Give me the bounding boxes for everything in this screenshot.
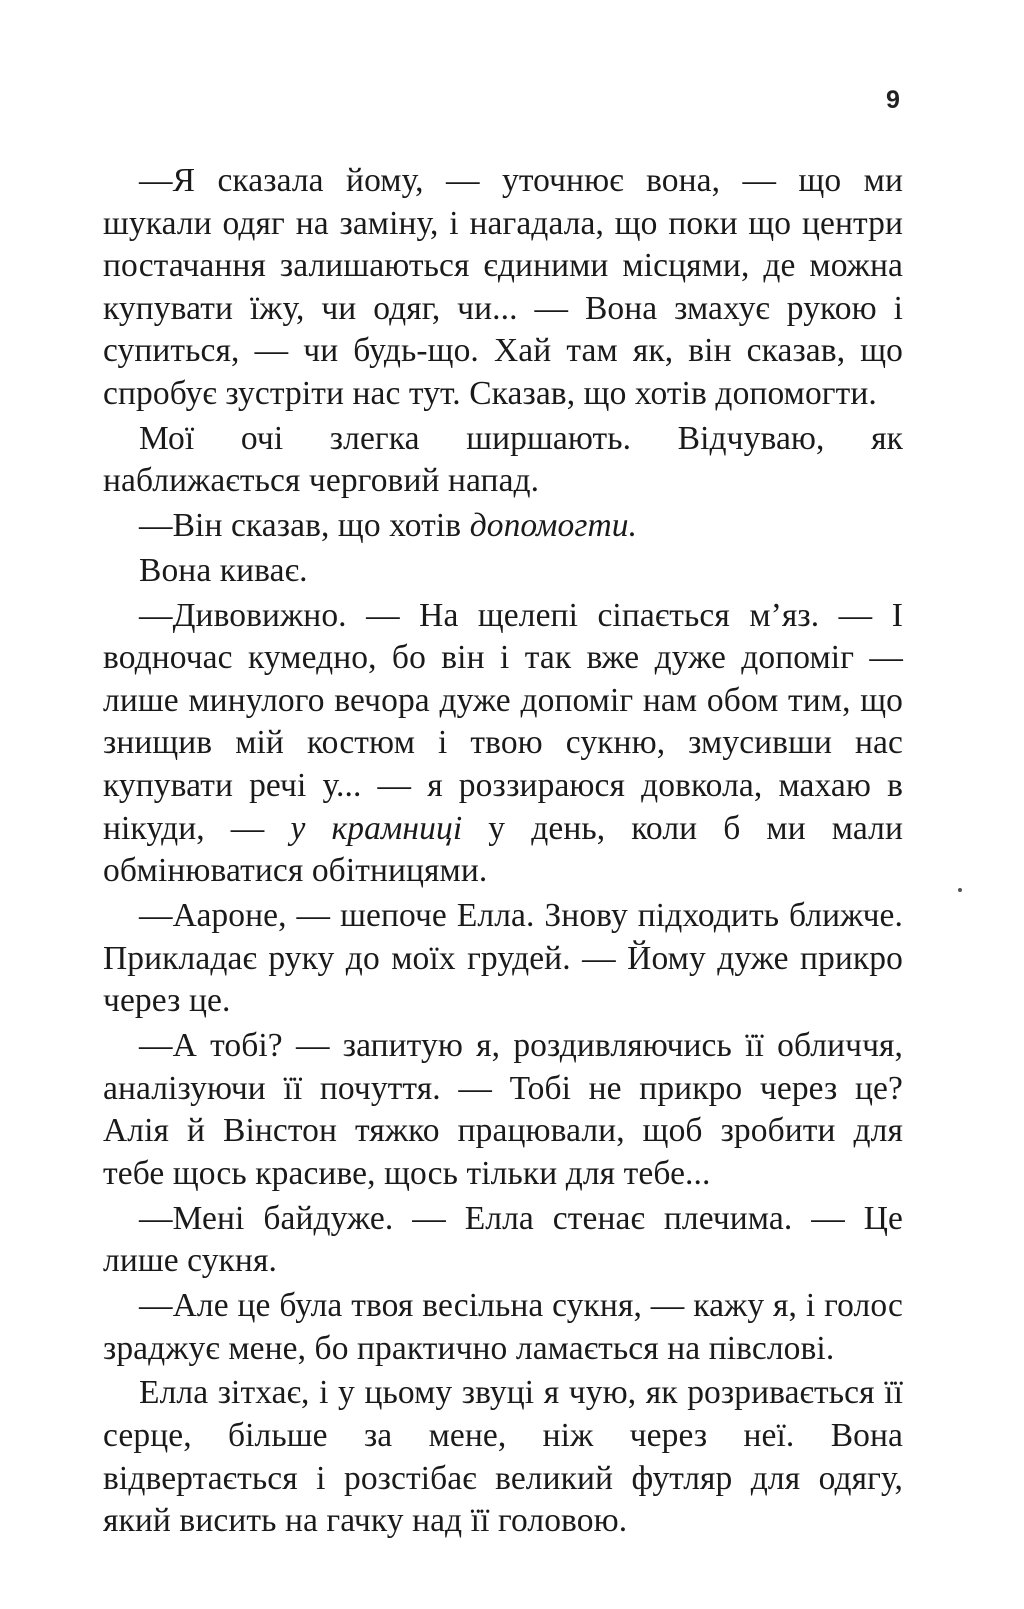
paragraph: [103, 505, 903, 548]
text-segment: —Я сказала йому, — уточнює вона, — що ми шукали одяг на заміну, і нагадала, що поки що центри постачання залишаються єдиними місцями, де можна купувати їжу, чи одяг, чи... — Вона змахує рукою і супиться, — чи будь-що. Хай там як, він сказав, що спробує зустріти нас тут. Сказав, що хотів допомогти.: [103, 162, 903, 412]
scan-speck: [958, 888, 962, 892]
text-segment: —Але це була твоя весільна сукня, — кажу я, і голос зраджує мене, бо практично ламається на півслові.: [103, 1286, 903, 1367]
text-segment: —Він сказав, що хотів: [139, 507, 470, 545]
text-segment: —Дивовижно. — На щелепі сіпається м’яз. — І водночас кумедно, бо він і так вже дуже допоміг — лише минулого вечора дуже допоміг нам обом тим, що знищив мій костюм і твою сукню, змусивши нас купувати речі у... — я роззираюся довкола, махаю в нікуди, —: [103, 596, 903, 847]
page-number: 9: [886, 86, 900, 114]
paragraph: [103, 1198, 903, 1283]
italic-text: допомогти.: [469, 507, 638, 545]
paragraph: [103, 595, 903, 893]
paragraph: [103, 1025, 903, 1195]
text-segment: —Мені байдуже. — Елла стенає плечима. — Це лише сукня.: [103, 1199, 903, 1280]
paragraph: [103, 160, 903, 416]
text-segment: у день, коли б ми мали обмінюватися обітницями.: [103, 809, 903, 890]
text-segment: Вона киває.: [139, 551, 308, 589]
paragraph: [103, 1285, 903, 1370]
text-segment: —Аароне, — шепоче Елла. Знову підходить ближче. Прикладає руку до моїх грудей. — Йому дуже прикро через це.: [103, 897, 903, 1020]
paragraph: [103, 418, 903, 503]
italic-text: у крамниці: [290, 809, 463, 847]
text-segment: Мої очі злегка ширшають. Відчуваю, як наближається черговий напад.: [103, 419, 903, 500]
paragraph: [103, 1372, 903, 1542]
text-segment: —А тобі? — запитую я, роздивляючись її обличчя, аналізуючи її почуття. — Тобі не прикро через це? Алія й Вінстон тяжко працювали, щоб зробити для тебе щось красиве, щось тільки для тебе...: [103, 1027, 903, 1192]
paragraph: [103, 550, 903, 593]
paragraph: [103, 895, 903, 1023]
body-text: [103, 160, 903, 1543]
text-segment: Елла зітхає, і у цьому звуці я чую, як розривається її серце, більше за мене, ніж через неї. Вона відвертається і розстібає великий футляр для одягу, який висить на гачку над її головою.: [103, 1374, 903, 1540]
